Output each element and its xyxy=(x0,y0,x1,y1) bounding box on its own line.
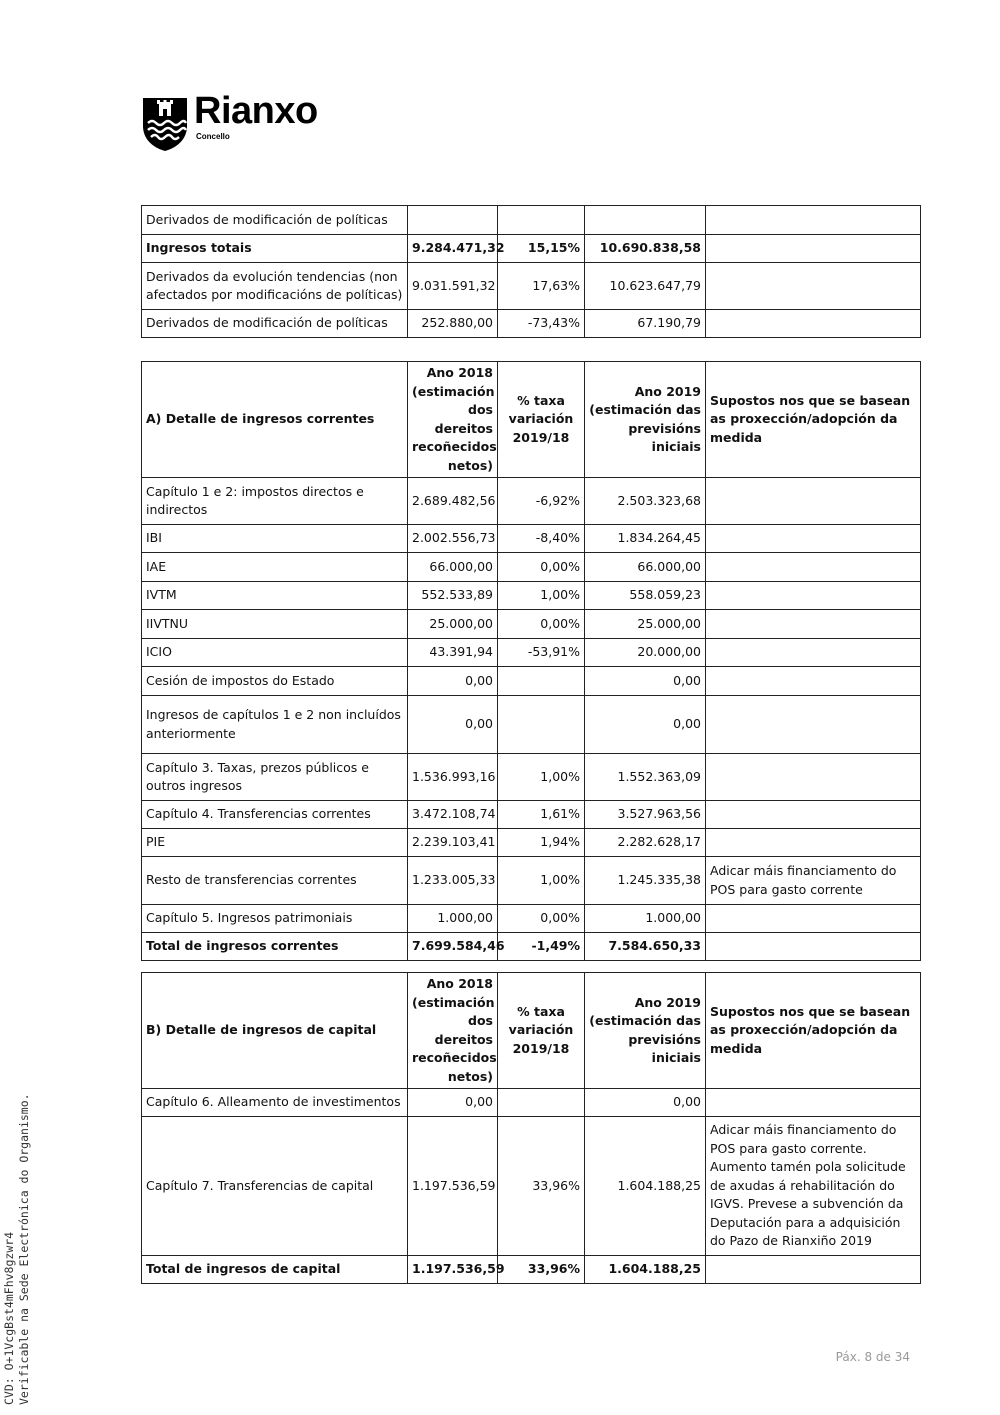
verification-code-note xyxy=(2,1093,32,1405)
value-2019 xyxy=(585,206,706,235)
variation-rate: 1,00% xyxy=(498,857,585,905)
column-header-rate: % taxa variación 2019/18 xyxy=(498,973,585,1089)
capital-income-table xyxy=(141,972,921,1284)
assumptions xyxy=(706,206,921,235)
row-label: Capítulo 3. Taxas, prezos públicos e outros ingresos xyxy=(142,754,408,801)
column-header-2018: Ano 2018 (estimación dos dereitos recoñecidos netos) xyxy=(408,362,498,478)
table-row xyxy=(142,857,921,905)
value-2018: 0,00 xyxy=(408,667,498,696)
row-label: Capítulo 6. Alleamento de investimentos xyxy=(142,1089,408,1117)
row-label: PIE xyxy=(142,829,408,857)
row-label: Capítulo 4. Transferencias correntes xyxy=(142,801,408,829)
total-assumptions xyxy=(706,1256,921,1284)
variation-rate xyxy=(498,696,585,754)
value-2019: 1.604.188,25 xyxy=(585,1117,706,1256)
total-2019: 1.604.188,25 xyxy=(585,1256,706,1284)
current-income-table xyxy=(141,361,921,961)
value-2019: 2.282.628,17 xyxy=(585,829,706,857)
table-row xyxy=(142,1117,921,1256)
row-label: Ingresos de capítulos 1 e 2 non incluídos anteriormente xyxy=(142,696,408,754)
value-2019: 1.834.264,45 xyxy=(585,525,706,553)
value-2018: 0,00 xyxy=(408,1089,498,1117)
table-title: A) Detalle de ingresos correntes xyxy=(142,362,408,478)
value-2019: 2.503.323,68 xyxy=(585,478,706,525)
value-2018: 66.000,00 xyxy=(408,553,498,582)
value-2018: 2.002.556,73 xyxy=(408,525,498,553)
column-header-rate: % taxa variación 2019/18 xyxy=(498,362,585,478)
assumptions xyxy=(706,263,921,310)
table-header-row xyxy=(142,973,921,1089)
assumptions xyxy=(706,235,921,263)
table-title: B) Detalle de ingresos de capital xyxy=(142,973,408,1089)
assumptions xyxy=(706,1089,921,1117)
value-2019: 10.623.647,79 xyxy=(585,263,706,310)
row-label: IBI xyxy=(142,525,408,553)
value-2018 xyxy=(408,206,498,235)
table-row xyxy=(142,696,921,754)
row-label: IIVTNU xyxy=(142,610,408,639)
value-2018: 9.284.471,32 xyxy=(408,235,498,263)
table-row xyxy=(142,610,921,639)
coat-of-arms-icon xyxy=(142,96,188,152)
column-header-2019: Ano 2019 (estimación das previsións iniciais xyxy=(585,362,706,478)
table-row xyxy=(142,754,921,801)
rianxo-logo xyxy=(142,90,352,152)
assumptions xyxy=(706,829,921,857)
value-2019: 0,00 xyxy=(585,667,706,696)
value-2019: 1.000,00 xyxy=(585,905,706,933)
value-2018: 25.000,00 xyxy=(408,610,498,639)
table-total-row xyxy=(142,933,921,961)
row-label: Derivados de modificación de políticas xyxy=(142,206,408,235)
row-label: Cesión de impostos do Estado xyxy=(142,667,408,696)
value-2019: 67.190,79 xyxy=(585,310,706,338)
table-row xyxy=(142,525,921,553)
value-2019: 3.527.963,56 xyxy=(585,801,706,829)
column-header-assumptions: Supostos nos que se basean as proxección/adopción da medida xyxy=(706,362,921,478)
value-2019: 1.552.363,09 xyxy=(585,754,706,801)
assumptions xyxy=(706,582,921,610)
row-label: Capítulo 5. Ingresos patrimoniais xyxy=(142,905,408,933)
value-2018: 1.233.005,33 xyxy=(408,857,498,905)
table-row xyxy=(142,905,921,933)
value-2018: 9.031.591,32 xyxy=(408,263,498,310)
variation-rate: 1,00% xyxy=(498,582,585,610)
variation-rate xyxy=(498,206,585,235)
total-rate: -1,49% xyxy=(498,933,585,961)
logo-wordmark: Rianxo xyxy=(194,90,318,132)
assumptions xyxy=(706,696,921,754)
value-2019: 1.245.335,38 xyxy=(585,857,706,905)
value-2018: 1.000,00 xyxy=(408,905,498,933)
variation-rate xyxy=(498,667,585,696)
table-row xyxy=(142,667,921,696)
assumptions xyxy=(706,310,921,338)
page-number: Páx. 8 de 34 xyxy=(835,1350,910,1364)
total-2018: 7.699.584,46 xyxy=(408,933,498,961)
table-row xyxy=(142,801,921,829)
variation-rate: 0,00% xyxy=(498,905,585,933)
total-rate: 33,96% xyxy=(498,1256,585,1284)
row-label: Capítulo 1 e 2: impostos directos e indirectos xyxy=(142,478,408,525)
value-2018: 3.472.108,74 xyxy=(408,801,498,829)
value-2018: 552.533,89 xyxy=(408,582,498,610)
verification-text: Verificable na Sede Electrónica do Organismo. xyxy=(17,1093,31,1405)
variation-rate: 1,00% xyxy=(498,754,585,801)
total-2018: 1.197.536,59 xyxy=(408,1256,498,1284)
variation-rate: -8,40% xyxy=(498,525,585,553)
row-label: Derivados de modificación de políticas xyxy=(142,310,408,338)
table-row xyxy=(142,478,921,525)
table-header-row xyxy=(142,362,921,478)
assumptions xyxy=(706,801,921,829)
variation-rate: -73,43% xyxy=(498,310,585,338)
table-row xyxy=(142,639,921,667)
table-total-row xyxy=(142,1256,921,1284)
value-2019: 20.000,00 xyxy=(585,639,706,667)
row-label: IAE xyxy=(142,553,408,582)
value-2019: 25.000,00 xyxy=(585,610,706,639)
variation-rate: 17,63% xyxy=(498,263,585,310)
table-row xyxy=(142,235,921,263)
variation-rate: 33,96% xyxy=(498,1117,585,1256)
value-2019: 10.690.838,58 xyxy=(585,235,706,263)
income-summary-table xyxy=(141,205,921,338)
column-header-2019: Ano 2019 (estimación das previsións iniciais xyxy=(585,973,706,1089)
table-row xyxy=(142,310,921,338)
value-2018: 0,00 xyxy=(408,696,498,754)
assumptions xyxy=(706,553,921,582)
value-2019: 0,00 xyxy=(585,696,706,754)
assumptions xyxy=(706,478,921,525)
logo-subtitle: Concello xyxy=(196,132,230,141)
row-label: Derivados da evolución tendencias (non afectados por modificacións de políticas) xyxy=(142,263,408,310)
value-2019: 66.000,00 xyxy=(585,553,706,582)
variation-rate: 0,00% xyxy=(498,610,585,639)
row-label: Capítulo 7. Transferencias de capital xyxy=(142,1117,408,1256)
table-row xyxy=(142,1089,921,1117)
variation-rate: -6,92% xyxy=(498,478,585,525)
variation-rate: 1,94% xyxy=(498,829,585,857)
variation-rate xyxy=(498,1089,585,1117)
assumptions xyxy=(706,610,921,639)
value-2018: 1.536.993,16 xyxy=(408,754,498,801)
table-row xyxy=(142,829,921,857)
value-2018: 252.880,00 xyxy=(408,310,498,338)
table-row xyxy=(142,582,921,610)
total-label: Total de ingresos de capital xyxy=(142,1256,408,1284)
assumptions xyxy=(706,639,921,667)
column-header-2018: Ano 2018 (estimación dos dereitos recoñecidos netos) xyxy=(408,973,498,1089)
value-2018: 43.391,94 xyxy=(408,639,498,667)
assumptions: Adicar máis financiamento do POS para gasto corrente xyxy=(706,857,921,905)
assumptions: Adicar máis financiamento do POS para gasto corrente. Aumento tamén pola solicitude de axudas á rehabilitación do IGVS. Prevese a subvención da Deputación para a adquisición do Pazo de Rianxiño 2019 xyxy=(706,1117,921,1256)
assumptions xyxy=(706,905,921,933)
value-2018: 2.689.482,56 xyxy=(408,478,498,525)
row-label: ICIO xyxy=(142,639,408,667)
row-label: Resto de transferencias correntes xyxy=(142,857,408,905)
variation-rate: -53,91% xyxy=(498,639,585,667)
value-2018: 1.197.536,59 xyxy=(408,1117,498,1256)
column-header-assumptions: Supostos nos que se basean as proxección/adopción da medida xyxy=(706,973,921,1089)
assumptions xyxy=(706,525,921,553)
total-assumptions xyxy=(706,933,921,961)
assumptions xyxy=(706,667,921,696)
assumptions xyxy=(706,754,921,801)
row-label: IVTM xyxy=(142,582,408,610)
row-label: Ingresos totais xyxy=(142,235,408,263)
cvd-code: CVD: O+1VcgBst4mFhv8gzwr4 xyxy=(2,1231,16,1405)
total-label: Total de ingresos correntes xyxy=(142,933,408,961)
table-row xyxy=(142,206,921,235)
table-row xyxy=(142,553,921,582)
table-row xyxy=(142,263,921,310)
value-2019: 558.059,23 xyxy=(585,582,706,610)
value-2018: 2.239.103,41 xyxy=(408,829,498,857)
variation-rate: 0,00% xyxy=(498,553,585,582)
value-2019: 0,00 xyxy=(585,1089,706,1117)
variation-rate: 1,61% xyxy=(498,801,585,829)
variation-rate: 15,15% xyxy=(498,235,585,263)
total-2019: 7.584.650,33 xyxy=(585,933,706,961)
